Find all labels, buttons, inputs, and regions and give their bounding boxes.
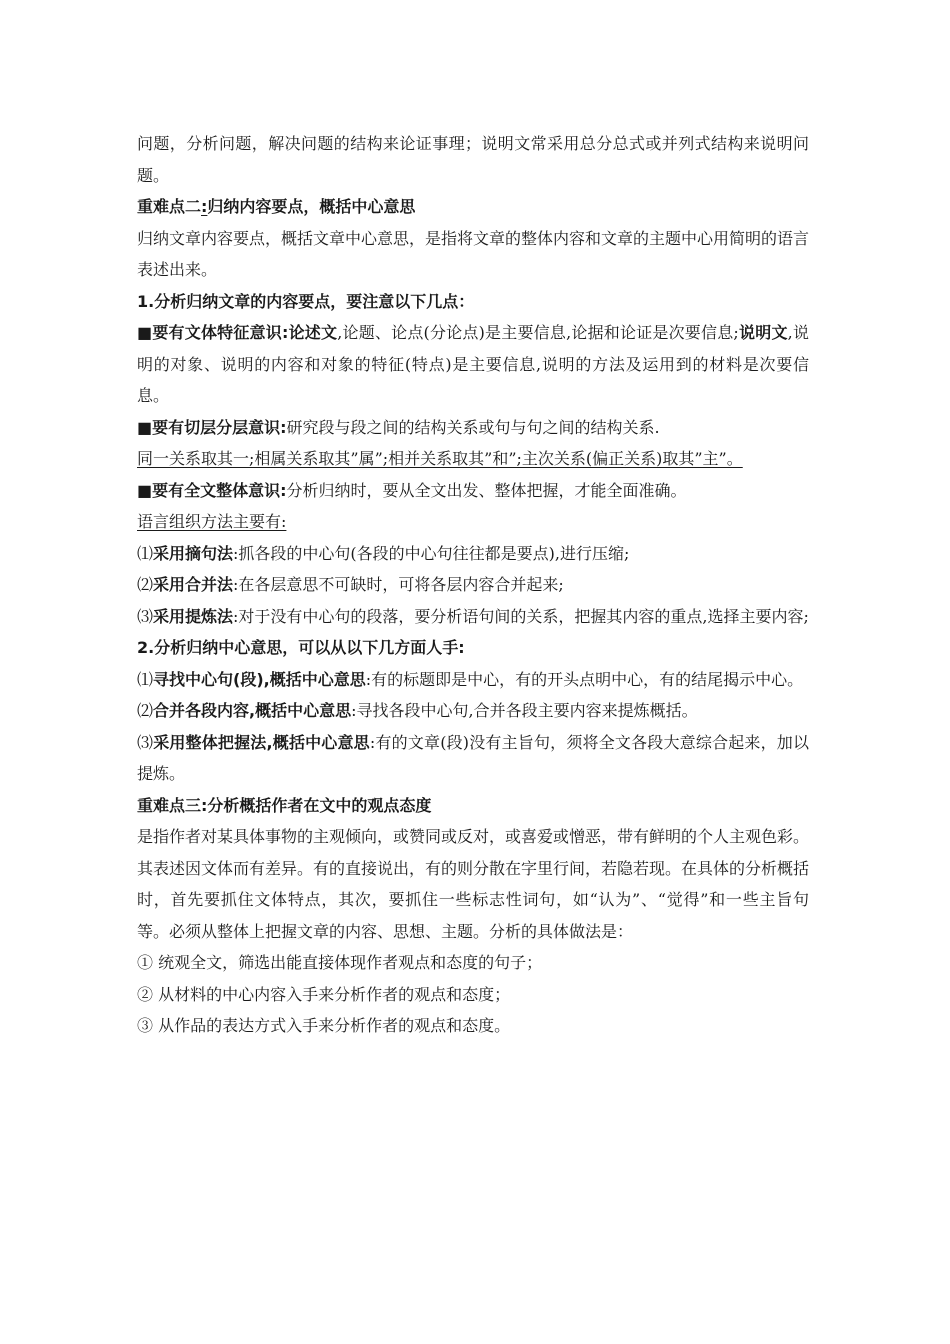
item-number: ⑵: [137, 701, 154, 720]
method-item-3: [137, 601, 809, 633]
heading-section-1: 1.分析归纳文章的内容要点，要注意以下几点：: [137, 291, 475, 311]
center-keyword: 采用整体把握法,概括中心意思: [153, 732, 370, 752]
center-text: :有的文章(段)没有主旨句，须将全文各段大意综合起来，加以提炼。: [137, 732, 809, 783]
point-layer-awareness: [137, 412, 809, 444]
method-text: :抓各段的中心句(各段的中心句往往都是要点),进行压缩;: [233, 543, 630, 563]
point-lead: ■要有切层分层意识:: [137, 417, 287, 437]
center-keyword: 合并各段内容,概括中心意思: [153, 701, 352, 720]
center-item-2: [137, 695, 809, 727]
method-keyword: 采用合并法: [153, 575, 234, 594]
heading-section-2: 2.分析归纳中心意思，可以从以下几方面人手:: [137, 638, 465, 657]
keyword-argumentative: 论述文: [288, 323, 338, 342]
paragraph-structure-tail: 问题，分析问题，解决问题的结构来论证事理；说明文常采用总分总式或并列式结构来说明问题。: [137, 134, 809, 185]
keyword-expository: 说明文: [738, 323, 788, 342]
item-number: ⑶: [137, 732, 154, 752]
point-whole-awareness: [137, 475, 809, 507]
heading-key-point-2: [137, 191, 809, 223]
method-text: :对于没有中心句的段落，要分析语句间的关系，把握其内容的重点,选择主要内容;: [233, 606, 809, 626]
item-number: ⑴: [137, 669, 154, 689]
center-keyword: 寻找中心句(段),概括中心意思: [153, 669, 366, 689]
heading-key-point-3: 重难点三:分析概括作者在文中的观点态度: [137, 795, 432, 815]
paragraph-definition: 归纳文章内容要点，概括文章中心意思，是指将文章的整体内容和文章的主题中心用简明的语言表述出来。: [137, 228, 810, 279]
paragraph-attitude: 是指作者对某具体事物的主观倾向，或赞同或反对，或喜爱或憎恶，带有鲜明的个人主观色彩。其表述因文体而有差异。有的直接说出，有的则分散在字里行间，若隐若现。在具体的分析概括时，首先要抓住文体特点，其次，要抓住一些标志性词句，如“认为”、“觉得”和一些主旨句等。必须从整体上把握文章的内容、思想、主题。分析的具体做法是：: [137, 827, 810, 941]
method-item-1: [137, 538, 809, 570]
center-item-1: [137, 664, 809, 696]
heading-key-point-2-title: 归纳内容要点，概括中心意思: [207, 197, 416, 216]
point-lead: ■要有文体特征意识:: [137, 323, 289, 342]
method-keyword: 采用摘句法: [153, 543, 234, 563]
item-number: ⑵: [137, 575, 154, 594]
heading-key-point-2-colon: :: [201, 197, 208, 216]
method-keyword: 采用提炼法: [153, 606, 234, 626]
method-text: :在各层意思不可缺时，可将各层内容合并起来;: [233, 575, 564, 594]
center-text: :有的标题即是中心，有的开头点明中心，有的结尾揭示中心。: [365, 669, 804, 689]
item-number: ⑴: [137, 543, 154, 563]
center-text: :寻找各段中心句,合并各段主要内容来提炼概括。: [351, 701, 698, 720]
point-text: ,论题、论点(分论点)是主要信息,论据和论证是次要信息;: [337, 323, 739, 342]
step-item-2: ② 从材料的中心内容入手来分析作者的观点和态度；: [137, 984, 511, 1004]
heading-key-point-2-label: 重难点二: [137, 197, 202, 216]
center-item-3: [137, 727, 809, 790]
point-text: ,说明的对象、说明的内容和对象的特征(特点)是主要信息,说明的方法及运用到的材料是次要信息。: [137, 323, 809, 405]
method-item-2: [137, 569, 809, 601]
step-item-1: ① 统观全文，筛选出能直接体现作者观点和态度的句子；: [137, 953, 543, 972]
note-relations: 同一关系取其一;相属关系取其”属”;相并关系取其”和”;主次关系(偏正关系)取其”主”。: [137, 449, 743, 468]
item-number: ⑶: [137, 606, 154, 626]
point-text: 研究段与段之间的结构关系或句与句之间的结构关系.: [286, 417, 660, 437]
point-genre-awareness: [137, 317, 809, 412]
document-page: [137, 128, 809, 1042]
language-methods-heading: 语言组织方法主要有:: [137, 512, 287, 531]
point-lead: ■要有全文整体意识:: [137, 480, 287, 500]
step-item-3: ③ 从作品的表达方式入手来分析作者的观点和态度。: [137, 1016, 511, 1035]
point-text: 分析归纳时，要从全文出发、整体把握，才能全面准确。: [286, 480, 687, 500]
